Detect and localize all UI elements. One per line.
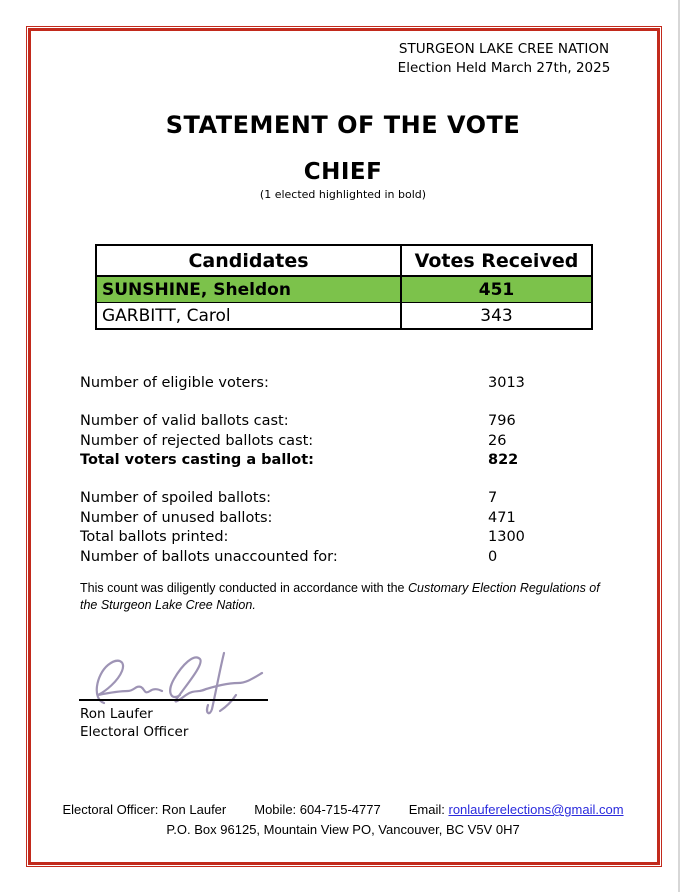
disclaimer-text <box>80 580 614 613</box>
stats-group-eligible <box>80 374 560 394</box>
footer-contact-line <box>0 801 686 819</box>
footer-officer: Electoral Officer: Ron Laufer <box>62 802 227 817</box>
table-row <box>96 303 592 330</box>
stat-value: 3013 <box>488 375 525 391</box>
stat-line <box>80 432 560 452</box>
candidate-name: SUNSHINE, Sheldon <box>96 276 401 303</box>
footer-email-label: Email: <box>408 802 445 817</box>
stat-label: Total voters casting a ballot: <box>80 452 314 468</box>
email-link[interactable]: ronlauferelections@gmail.com <box>448 802 624 817</box>
stat-line <box>80 489 560 509</box>
stat-line <box>80 509 560 529</box>
column-header-votes: Votes Received <box>401 245 592 276</box>
footer-address: P.O. Box 96125, Mountain View PO, Vancouver, BC V5V 0H7 <box>166 822 520 837</box>
stat-line <box>80 528 560 548</box>
stat-line <box>80 374 560 394</box>
stat-label: Number of ballots unaccounted for: <box>80 548 338 565</box>
org-name: STURGEON LAKE CREE NATION <box>398 41 610 57</box>
stat-value: 7 <box>488 490 498 506</box>
stats-group-ballot-accounting <box>80 489 560 567</box>
page-title: STATEMENT OF THE VOTE <box>165 111 521 139</box>
position-title: CHIEF <box>303 159 383 185</box>
signatory-name: Ron Laufer <box>80 706 153 722</box>
stat-value: 1300 <box>488 529 525 545</box>
results-table-header-row <box>96 245 592 276</box>
signature-line <box>79 699 268 701</box>
signatory-title: Electoral Officer <box>80 724 189 740</box>
votes-received: 343 <box>401 303 592 330</box>
stat-label: Number of spoiled ballots: <box>80 490 272 506</box>
stat-label: Total ballots printed: <box>80 529 229 545</box>
results-table <box>95 244 593 330</box>
footer-email-wrap <box>409 801 624 819</box>
stat-value: 26 <box>488 432 507 449</box>
stat-label: Number of rejected ballots cast: <box>80 432 314 449</box>
stat-label: Number of valid ballots cast: <box>80 413 289 429</box>
stats-group-ballots-cast <box>80 412 560 471</box>
stat-value: 0 <box>488 548 498 565</box>
disclaimer-regular: This count was diligently conducted in accordance with the <box>80 581 408 595</box>
votes-received: 451 <box>401 276 592 303</box>
org-header <box>388 40 620 78</box>
elected-caption: (1 elected highlighted in bold) <box>259 188 427 201</box>
column-header-candidates: Candidates <box>96 245 401 276</box>
stat-line <box>80 412 560 432</box>
election-date: Election Held March 27th, 2025 <box>397 60 611 76</box>
candidate-name: GARBITT, Carol <box>96 303 401 330</box>
stat-label: Number of unused ballots: <box>80 509 273 526</box>
stat-value: 471 <box>488 509 516 526</box>
stat-line <box>80 548 560 568</box>
table-row-elected <box>96 276 592 303</box>
disclaimer-regulations-name: Customary Election Regulations of the Sturgeon Lake Cree Nation. <box>80 581 600 612</box>
stat-label: Number of eligible voters: <box>80 375 269 391</box>
stat-value: 796 <box>488 413 516 429</box>
stat-line-total <box>80 451 560 471</box>
stat-value: 822 <box>488 452 519 468</box>
footer-mobile: Mobile: 604-715-4777 <box>254 802 381 817</box>
